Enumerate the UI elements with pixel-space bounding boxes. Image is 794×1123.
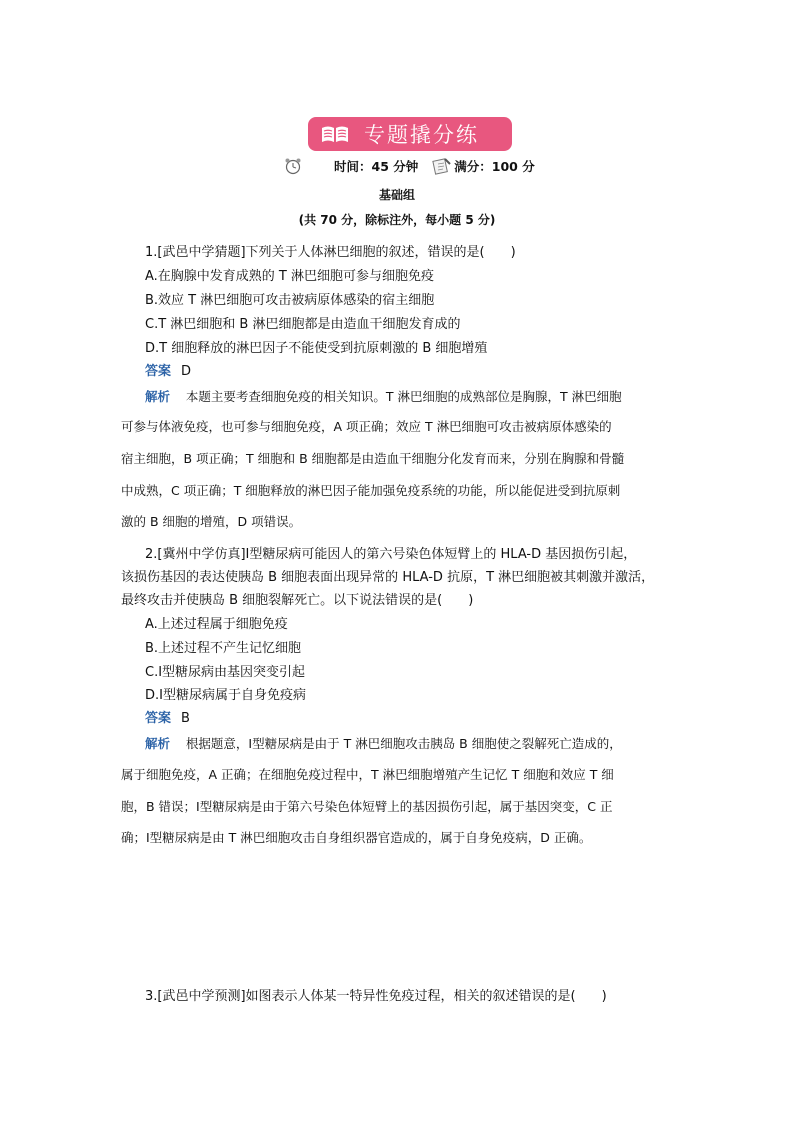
group-title: 基础组 bbox=[378, 188, 415, 202]
q1-option-d: D.T 细胞释放的淋巴因子不能使受到抗原刺激的 B 细胞增殖 bbox=[145, 341, 488, 356]
analysis-label: 解析 bbox=[145, 389, 171, 404]
q2-analysis-line: 属于细胞免疫，A 正确；在细胞免疫过程中，T 淋巴细胞增殖产生记忆 T 细胞和效应 T 细 bbox=[121, 767, 614, 782]
q2-answer bbox=[145, 707, 190, 726]
q1-analysis-line: 中成熟，C 项正确；T 细胞释放的淋巴因子能加强免疫系统的功能，所以能促进受到抗原刺 bbox=[121, 483, 621, 498]
q2-stem-line: 2.[冀州中学仿真]Ⅰ型糖尿病可能因人的第六号染色体短臂上的 HLA-D 基因损伤引起， bbox=[145, 547, 637, 562]
q1-analysis-line bbox=[145, 387, 622, 405]
q1-analysis-line: 可参与体液免疫，也可参与细胞免疫，A 项正确；效应 T 淋巴细胞可攻击被病原体感染的 bbox=[121, 419, 612, 434]
q2-analysis-line: 确；Ⅰ型糖尿病是由 T 淋巴细胞攻击自身组织器官造成的，属于自身免疫病，D 正确。 bbox=[121, 830, 592, 845]
answer-value: B bbox=[181, 711, 190, 726]
alarm-clock-icon bbox=[284, 157, 302, 175]
q2-option-b: B.上述过程不产生记忆细胞 bbox=[145, 641, 302, 656]
open-book-icon bbox=[320, 123, 350, 145]
answer-label: 答案 bbox=[145, 711, 172, 726]
q1-option-b: B.效应 T 淋巴细胞可攻击被病原体感染的宿主细胞 bbox=[145, 293, 435, 308]
paper-pen-icon bbox=[432, 157, 452, 175]
answer-label: 答案 bbox=[145, 364, 172, 379]
full-score: 满分：100 分 bbox=[454, 159, 535, 174]
q2-stem-line: 该损伤基因的表达使胰岛 B 细胞表面出现异常的 HLA-D 抗原，T 淋巴细胞被其刺激并激活， bbox=[121, 570, 655, 585]
q2-analysis-line bbox=[145, 734, 622, 752]
q1-option-a: A.在胸腺中发育成熟的 T 淋巴细胞可参与细胞免疫 bbox=[145, 269, 435, 284]
q3-stem: 3.[武邑中学预测]如图表示人体某一特异性免疫过程，相关的叙述错误的是( ) bbox=[145, 989, 607, 1004]
banner-title: 专题撬分练 bbox=[364, 123, 479, 147]
section-banner bbox=[308, 117, 512, 151]
q2-option-a: A.上述过程属于细胞免疫 bbox=[145, 617, 288, 632]
analysis-text: 本题主要考查细胞免疫的相关知识。T 淋巴细胞的成熟部位是胸腺，T 淋巴细胞 bbox=[185, 389, 622, 404]
q2-analysis-line: 胞，B 错误；Ⅰ型糖尿病是由于第六号染色体短臂上的基因损伤引起，属于基因突变，C 正 bbox=[121, 799, 613, 814]
analysis-label: 解析 bbox=[145, 736, 171, 751]
group-note: (共 70 分，除标注外，每小题 5 分) bbox=[298, 213, 496, 227]
q2-stem-line: 最终攻击并使胰岛 B 细胞裂解死亡。以下说法错误的是( ) bbox=[121, 593, 474, 608]
answer-value: D bbox=[181, 364, 192, 379]
time-limit: 时间：45 分钟 bbox=[334, 159, 419, 174]
q2-option-d: D.Ⅰ型糖尿病属于自身免疫病 bbox=[145, 688, 306, 703]
q2-option-c: C.Ⅰ型糖尿病由基因突变引起 bbox=[145, 665, 306, 680]
analysis-text: 根据题意，Ⅰ型糖尿病是由于 T 淋巴细胞攻击胰岛 B 细胞使之裂解死亡造成的， bbox=[185, 736, 622, 751]
q1-answer bbox=[145, 360, 191, 379]
exam-meta bbox=[284, 154, 535, 178]
q1-stem: 1.[武邑中学猜题]下列关于人体淋巴细胞的叙述，错误的是( ) bbox=[145, 245, 516, 260]
q1-option-c: C.T 淋巴细胞和 B 淋巴细胞都是由造血干细胞发育成的 bbox=[145, 317, 461, 332]
q1-analysis-line: 宿主细胞，B 项正确；T 细胞和 B 细胞都是由造血干细胞分化发育而来，分别在胸腺和骨髓 bbox=[121, 451, 625, 466]
q1-analysis-line: 激的 B 细胞的增殖，D 项错误。 bbox=[121, 514, 302, 529]
